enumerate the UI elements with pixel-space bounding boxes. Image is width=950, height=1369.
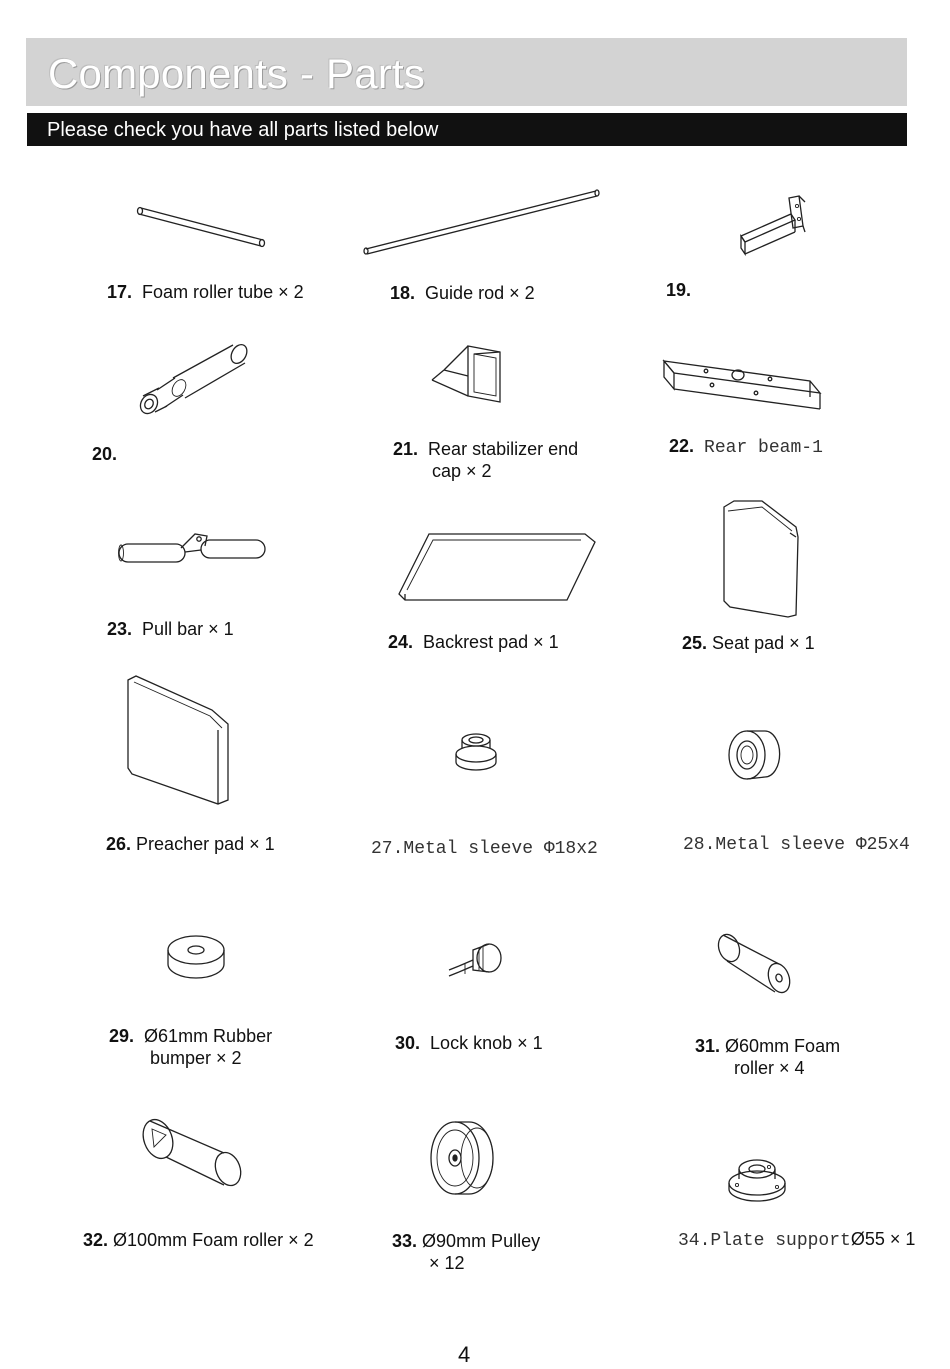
- part-27-label: 27.Metal sleeve Φ18x2: [371, 839, 598, 859]
- plate-support-34-drawing: [727, 1155, 787, 1203]
- pull-bar-23-drawing: [115, 530, 270, 570]
- part-17-label: 17. Foam roller tube × 2: [107, 282, 304, 302]
- part-34-label: 34.Plate supportØ55 × 1: [678, 1229, 916, 1251]
- part-30-label: 30. Lock knob × 1: [395, 1033, 543, 1053]
- part-22-label: 22. Rear beam-1: [669, 436, 823, 458]
- seat-pad-25-drawing: [718, 497, 803, 622]
- part-26-label: 26. Preacher pad × 1: [106, 834, 275, 854]
- part-21-label: 21. Rear stabilizer end cap × 2: [393, 439, 579, 481]
- part-18-label: 18. Guide rod × 2: [390, 283, 535, 303]
- end-cap-21-drawing: [428, 340, 508, 405]
- part-29-label: 29. Ø61mm Rubber bumper × 2: [109, 1026, 273, 1068]
- backrest-pad-24-drawing: [385, 530, 600, 605]
- metal-sleeve-28-drawing: [725, 725, 783, 783]
- pulley-33-drawing: [425, 1118, 500, 1198]
- page-subtitle: Please check you have all parts listed below: [47, 119, 439, 141]
- rear-beam-22-drawing: [660, 355, 825, 415]
- foam-roller-tube-drawing: [135, 200, 275, 250]
- rubber-bumper-29-drawing: [163, 932, 229, 982]
- bracket-19-drawing: [733, 192, 813, 260]
- part-25-label: 25. Seat pad × 1: [682, 633, 815, 653]
- axle-20-drawing: [135, 340, 255, 420]
- metal-sleeve-27-drawing: [452, 730, 502, 772]
- part-23-label: 23. Pull bar × 1: [107, 619, 234, 639]
- foam-roller-32-drawing: [140, 1115, 245, 1190]
- page-number: 4: [458, 1342, 471, 1367]
- part-24-label: 24. Backrest pad × 1: [388, 632, 559, 652]
- part-20-label: 20.: [92, 444, 118, 464]
- part-28-label: 28.Metal sleeve Φ25x4: [683, 835, 910, 855]
- part-33-label: 33. Ø90mm Pulley × 12: [392, 1231, 541, 1273]
- lock-knob-30-drawing: [443, 940, 508, 990]
- part-31-label: 31. Ø60mm Foam roller × 4: [695, 1036, 841, 1078]
- page-title: Components - Parts: [48, 50, 426, 97]
- preacher-pad-26-drawing: [122, 672, 237, 807]
- guide-rod-drawing: [360, 185, 605, 260]
- foam-roller-31-drawing: [713, 930, 795, 998]
- part-32-label: 32. Ø100mm Foam roller × 2: [83, 1230, 314, 1250]
- part-19-label: 19.: [666, 280, 692, 300]
